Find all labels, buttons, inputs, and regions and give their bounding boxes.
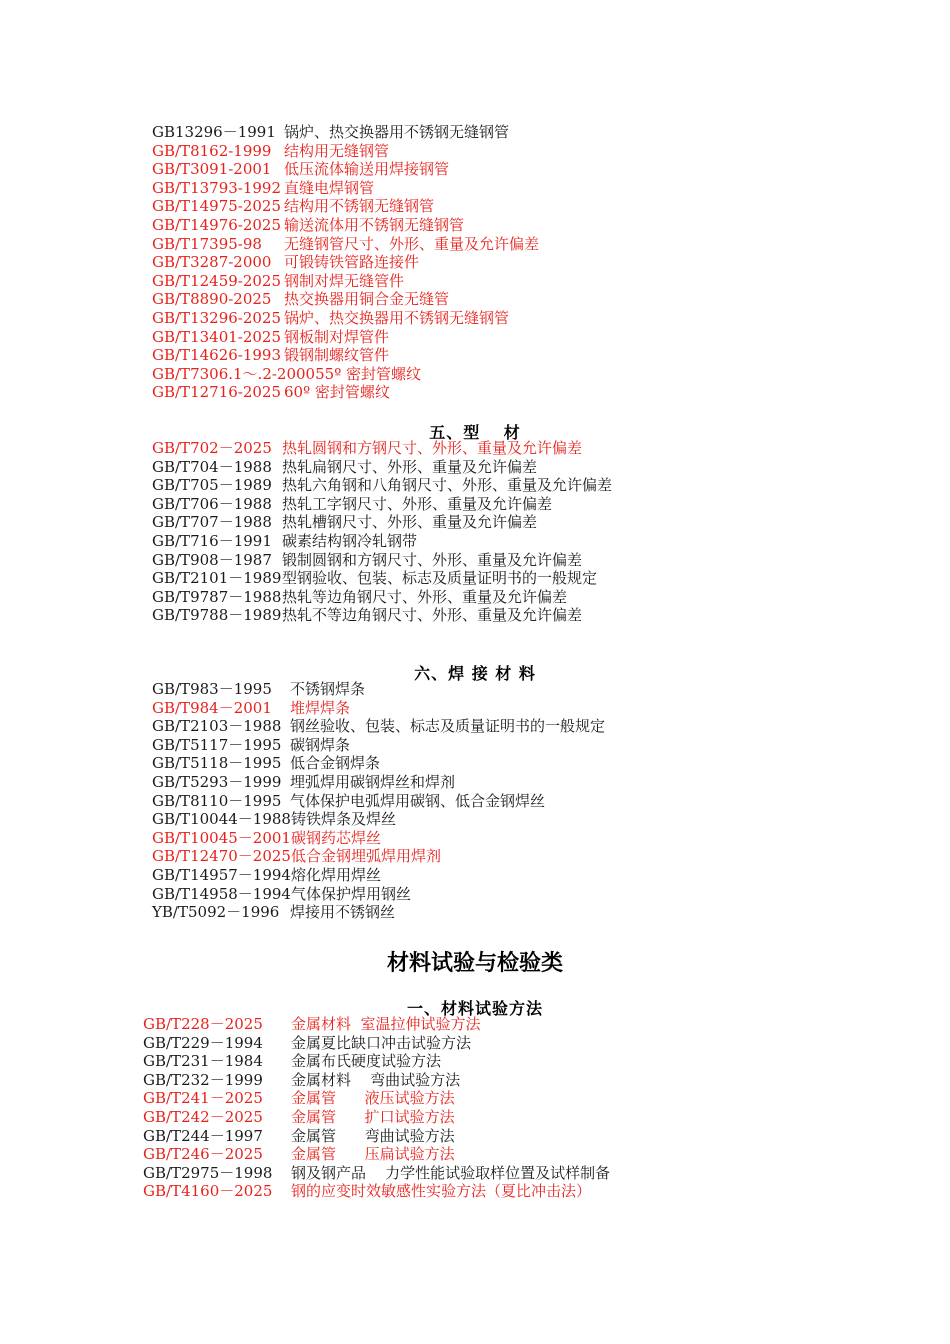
standard-code: GB/T13401-2025	[152, 327, 282, 346]
standard-title: 锻制圆钢和方钢尺寸、外形、重量及允许偏差	[282, 550, 583, 569]
standard-title: 输送流体用不锈钢无缝钢管	[284, 215, 465, 234]
standard-row	[152, 513, 612, 532]
standard-code: GB/T702－2025	[152, 439, 272, 457]
standard-title: 金属材料 室温拉伸试验方法	[291, 1015, 481, 1033]
standard-row	[152, 754, 605, 773]
standard-code: GB/T705－1989	[152, 476, 272, 495]
standard-row	[152, 253, 539, 272]
standard-code: GB/T706－1988	[152, 494, 272, 513]
standard-title: 气体保护电弧焊用碳钢、低合金钢焊丝	[290, 791, 546, 810]
standard-row	[152, 810, 605, 829]
section-heading-welding: 六、焊 接 材 料	[414, 664, 536, 683]
standard-code: GB/T5118－1995	[152, 754, 282, 773]
standard-code: GB/T3091-2001	[152, 160, 272, 179]
standard-row	[152, 792, 605, 811]
standard-row	[143, 1182, 610, 1201]
profiles-standards-list	[152, 439, 612, 625]
standard-title: 热轧工字钢尺寸、外形、重量及允许偏差	[282, 494, 553, 513]
standard-row	[143, 1108, 610, 1127]
standard-code: GB/T984－2001	[152, 698, 272, 717]
standard-title: 低压流体输送用焊接钢管	[284, 160, 450, 179]
standard-row	[152, 272, 539, 291]
standard-code: GB/T908－1987	[152, 550, 272, 569]
standard-code: GB/T8162-1999	[152, 141, 272, 160]
standard-title: 可锻铸铁管路连接件	[284, 253, 420, 272]
standard-code: GB/T242－2025	[143, 1107, 263, 1126]
standard-code: GB/T2103－1988	[152, 717, 282, 736]
standard-row	[143, 1089, 610, 1108]
standard-title: 钢的应变时效敏感性实验方法（夏比冲击法）	[291, 1182, 592, 1201]
standard-code: GB/T8890-2025	[152, 290, 272, 309]
standard-row	[152, 365, 539, 384]
standard-title: 金属管 弯曲试验方法	[291, 1126, 455, 1145]
standard-title: 结构用无缝钢管	[284, 141, 390, 160]
standard-row	[152, 680, 605, 699]
standard-code: GB/T13793-1992	[152, 178, 282, 197]
standard-row	[152, 439, 612, 458]
standard-title: 低合金钢焊条	[290, 754, 381, 773]
standard-title: 碳素结构钢冷轧钢带	[282, 531, 418, 550]
standard-code: GB/T13296-2025	[152, 308, 282, 327]
standard-title: 钢丝验收、包装、标志及质量证明书的一般规定	[290, 717, 606, 736]
standard-code: GB/T231－1984	[143, 1052, 263, 1071]
standard-row	[152, 290, 539, 309]
standard-row	[143, 1071, 610, 1090]
standard-title: 热轧六角钢和八角钢尺寸、外形、重量及允许偏差	[282, 476, 613, 495]
standard-code: YB/T5092－1996	[152, 903, 280, 922]
standard-code: GB/T232－1999	[143, 1070, 263, 1089]
standard-row	[152, 699, 605, 718]
standard-title: 热轧圆钢和方钢尺寸、外形、重量及允许偏差	[282, 439, 583, 457]
standard-code: GB/T8110－1995	[152, 791, 282, 810]
standard-title: 金属管 压扁试验方法	[291, 1145, 455, 1164]
standard-row	[152, 309, 539, 328]
standard-code: GB/T2975－1998	[143, 1163, 273, 1182]
standard-title: 热轧不等边角钢尺寸、外形、重量及允许偏差	[282, 606, 583, 625]
standard-title: 熔化焊用焊丝	[290, 865, 381, 884]
standard-code: GB/T10044－1988	[152, 810, 291, 829]
standard-title: 不锈钢焊条	[290, 680, 366, 698]
standard-title: 直缝电焊钢管	[284, 178, 375, 197]
standard-row	[152, 829, 605, 848]
standard-title: 型钢验收、包装、标志及质量证明书的一般规定	[282, 569, 598, 588]
standard-title: 结构用不锈钢无缝钢管	[284, 197, 435, 216]
standard-row	[152, 458, 612, 477]
standard-code: GB/T10045－2001	[152, 828, 291, 847]
standard-code: GB/T3287-2000	[152, 253, 272, 272]
standard-title: 碳钢焊条	[290, 735, 351, 754]
standard-code: GB/T14626-1993	[152, 346, 282, 365]
standard-title: 无缝钢管尺寸、外形、重量及允许偏差	[284, 234, 540, 253]
standard-title: 金属管 液压试验方法	[291, 1089, 455, 1108]
standard-title: 热轧等边角钢尺寸、外形、重量及允许偏差	[282, 587, 568, 606]
standard-row	[152, 197, 539, 216]
standard-code: GB/T7306.1～.2-2000	[152, 364, 316, 383]
standard-row	[152, 717, 605, 736]
standard-title: 锅炉、热交换器用不锈钢无缝钢管	[284, 123, 510, 141]
standard-title: 55º 密封管螺纹	[315, 364, 422, 383]
standard-code: GB/T14958－1994	[152, 884, 291, 903]
standard-row	[152, 123, 539, 142]
standard-row	[152, 532, 612, 551]
main-category-title: 材料试验与检验类	[386, 950, 563, 976]
standard-row	[143, 1145, 610, 1164]
standard-code: GB/T704－1988	[152, 457, 272, 476]
standard-row	[143, 1164, 610, 1183]
standard-row	[143, 1034, 610, 1053]
standard-code: GB/T9788－1989	[152, 606, 282, 625]
standard-row	[152, 588, 612, 607]
standard-title: 热交换器用铜合金无缝管	[284, 290, 450, 309]
standard-code: GB/T12459-2025	[152, 271, 282, 290]
standard-row	[152, 847, 605, 866]
standard-row	[152, 551, 612, 570]
standard-code: GB/T14957－1994	[152, 865, 291, 884]
standard-row	[152, 328, 539, 347]
standard-title: 锻钢制螺纹管件	[284, 346, 390, 365]
standard-title: 铸铁焊条及焊丝	[290, 810, 396, 829]
standard-code: GB/T9787－1988	[152, 587, 282, 606]
standard-row	[152, 346, 539, 365]
standard-code: GB/T2101－1989	[152, 569, 282, 588]
standard-title: 低合金钢埋弧焊用焊剂	[290, 847, 441, 866]
standard-title: 钢板制对焊管件	[284, 327, 390, 346]
standard-title: 金属材料 弯曲试验方法	[291, 1070, 461, 1089]
standard-title: 热轧扁钢尺寸、外形、重量及允许偏差	[282, 457, 538, 476]
standard-row	[152, 383, 539, 402]
standard-title: 锅炉、热交换器用不锈钢无缝钢管	[284, 308, 510, 327]
standard-code: GB/T12716-2025	[152, 383, 282, 402]
section-heading-test-methods: 一、材料试验方法	[406, 999, 543, 1018]
standard-code: GB/T14975-2025	[152, 197, 282, 216]
standard-code: GB/T244－1997	[143, 1126, 263, 1145]
standard-code: GB/T5293－1999	[152, 772, 282, 791]
standard-code: GB/T14976-2025	[152, 215, 282, 234]
standard-row	[143, 1015, 610, 1034]
standard-row	[152, 495, 612, 514]
standard-row	[152, 736, 605, 755]
standard-row	[152, 569, 612, 588]
standard-code: GB/T716－1991	[152, 531, 272, 550]
standard-title: 堆焊焊条	[290, 698, 351, 717]
standard-row	[152, 903, 605, 922]
standard-title: 气体保护焊用钢丝	[290, 884, 411, 903]
standard-code: GB/T12470－2025	[152, 847, 291, 866]
standard-code: GB/T983－1995	[152, 680, 272, 698]
standard-title: 金属布氏硬度试验方法	[291, 1052, 442, 1071]
standard-code: GB/T707－1988	[152, 513, 272, 532]
pipe-standards-list	[152, 123, 539, 402]
standard-title: 金属管 扩口试验方法	[291, 1107, 455, 1126]
standard-code: GB/T17395-98	[152, 234, 262, 253]
standard-title: 热轧槽钢尺寸、外形、重量及允许偏差	[282, 513, 538, 532]
welding-standards-list	[152, 680, 605, 922]
standard-row	[152, 885, 605, 904]
standard-title: 金属夏比缺口冲击试验方法	[291, 1033, 472, 1052]
standard-title: 埋弧焊用碳钢焊丝和焊剂	[290, 772, 456, 791]
standard-code: GB/T5117－1995	[152, 735, 282, 754]
standard-code: GB/T246－2025	[143, 1145, 263, 1164]
standard-row	[152, 179, 539, 198]
standard-title: 焊接用不锈钢丝	[290, 903, 396, 922]
standard-row	[143, 1052, 610, 1071]
standard-row	[152, 235, 539, 254]
standard-row	[143, 1127, 610, 1146]
standard-title: 钢制对焊无缝管件	[284, 271, 405, 290]
standard-title: 60º 密封管螺纹	[284, 383, 390, 402]
standard-code: GB/T241－2025	[143, 1089, 263, 1108]
standard-title: 钢及钢产品 力学性能试验取样位置及试样制备	[291, 1163, 611, 1182]
standard-code: GB13296－1991	[152, 123, 276, 141]
standard-row	[152, 866, 605, 885]
standard-row	[152, 216, 539, 235]
standard-row	[152, 160, 539, 179]
standard-row	[152, 476, 612, 495]
standard-row	[152, 773, 605, 792]
section-heading-profiles: 五、型 材	[429, 423, 521, 442]
standard-row	[152, 606, 612, 625]
standard-row	[152, 142, 539, 161]
standard-title: 碳钢药芯焊丝	[290, 828, 381, 847]
standard-code: GB/T229－1994	[143, 1033, 263, 1052]
standard-code: GB/T228－2025	[143, 1015, 263, 1033]
test-methods-list	[143, 1015, 610, 1201]
standard-code: GB/T4160－2025	[143, 1182, 273, 1201]
